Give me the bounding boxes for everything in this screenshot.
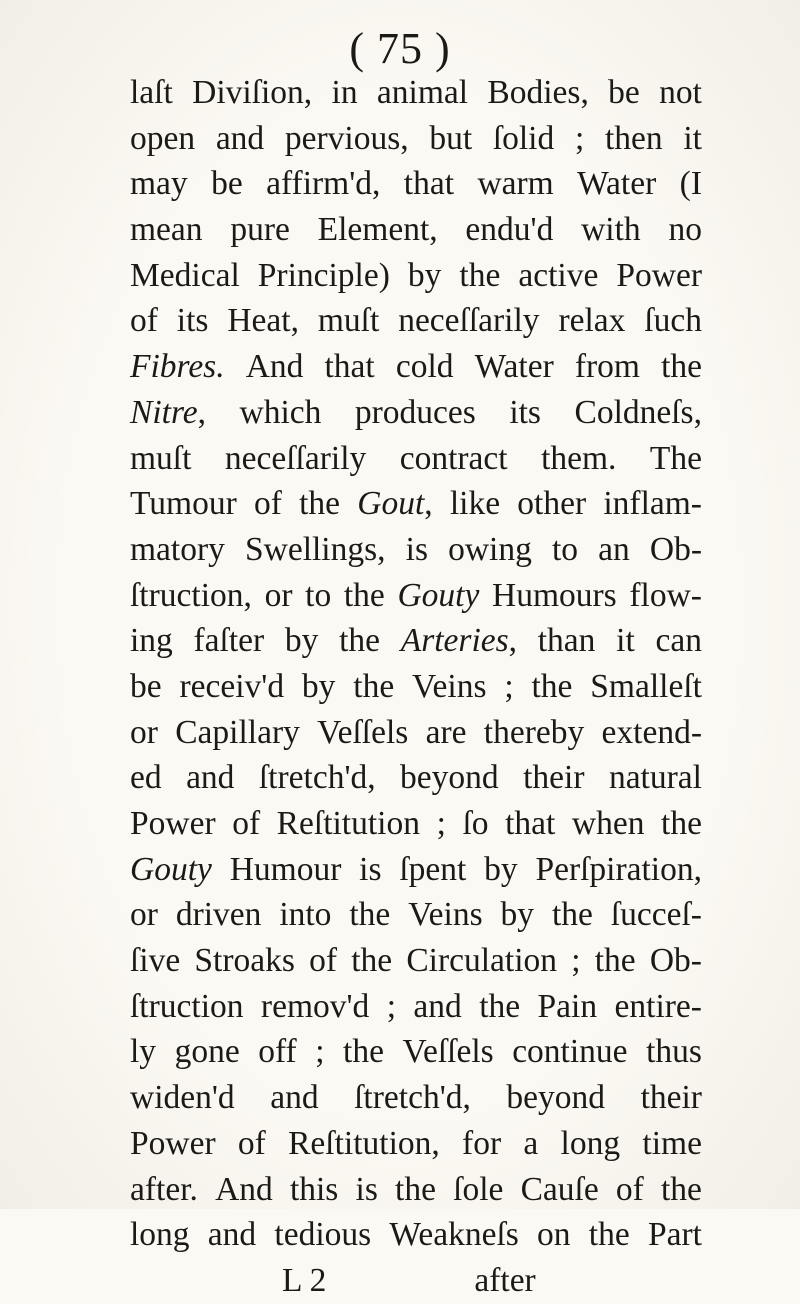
word: of	[232, 805, 261, 842]
word: not	[659, 74, 702, 111]
word: ed	[130, 759, 162, 797]
word: Gout,	[357, 485, 433, 523]
word: faſter	[193, 622, 265, 660]
word: ſive	[130, 942, 181, 980]
word: an	[598, 530, 630, 568]
text-line	[130, 573, 702, 619]
word: Swellings,	[245, 530, 386, 568]
word: ;	[436, 805, 446, 842]
word: tedious	[274, 1216, 372, 1254]
word: flow-	[629, 576, 702, 614]
word: Arteries,	[400, 622, 518, 660]
word: Coldneſs,	[574, 393, 702, 431]
word: muſt	[130, 439, 192, 477]
word: the	[660, 1170, 702, 1208]
word: Veins	[412, 667, 487, 705]
word: the	[299, 485, 341, 523]
word: by	[284, 622, 319, 660]
word: pervious,	[284, 119, 409, 157]
word: to	[305, 576, 332, 614]
word: Reſtitution,	[288, 1124, 440, 1162]
word: the	[551, 896, 593, 934]
word: muſt	[317, 302, 380, 340]
signature-mark: L 2	[282, 1261, 327, 1299]
word: be	[130, 667, 162, 705]
word: continue	[512, 1033, 628, 1071]
word: is	[355, 1170, 378, 1208]
catchword: after	[474, 1261, 536, 1299]
word: neceſſarily	[398, 302, 540, 340]
word: long	[560, 1124, 621, 1162]
word: no	[668, 211, 702, 249]
word: Nitre,	[130, 393, 206, 431]
text-line	[130, 436, 702, 482]
word: and	[215, 119, 265, 157]
text-line	[130, 1167, 702, 1213]
word: the	[479, 987, 521, 1025]
word: be	[211, 165, 243, 203]
word: that	[403, 165, 455, 203]
word: thereby	[483, 713, 585, 751]
text-line	[130, 1212, 702, 1258]
word: owing	[448, 530, 532, 568]
word: with	[581, 211, 641, 249]
word: matory	[130, 530, 225, 568]
word: that	[505, 805, 556, 842]
word: Veins	[408, 896, 483, 934]
word: ;	[574, 119, 585, 157]
word: ſtretch'd,	[258, 759, 376, 797]
text-line	[130, 892, 702, 938]
word: on	[537, 1216, 571, 1254]
word: Veſſels	[317, 713, 409, 751]
word: gone	[174, 1033, 240, 1071]
word: of	[130, 302, 158, 340]
word: its	[509, 393, 541, 431]
text-line	[130, 938, 702, 984]
word: it	[683, 119, 702, 157]
word: Veſſels	[402, 1033, 494, 1071]
word: or	[130, 713, 158, 751]
text-line	[130, 1121, 702, 1167]
word: Power	[130, 1124, 216, 1162]
text-line	[130, 527, 702, 573]
word: them.	[541, 439, 617, 477]
word: of	[615, 1170, 644, 1208]
word: be	[608, 74, 640, 111]
word: from	[574, 348, 640, 386]
word: this	[289, 1170, 339, 1208]
word: time	[642, 1124, 702, 1162]
word: Weakneſs	[389, 1216, 519, 1254]
word: by	[484, 850, 518, 888]
text-line	[130, 70, 702, 116]
word: the	[661, 805, 702, 842]
text-line	[130, 481, 702, 527]
word: their	[640, 1079, 702, 1117]
word: by	[407, 256, 442, 294]
word: ſpent	[399, 850, 467, 888]
text-line	[130, 1075, 702, 1121]
word: the	[459, 256, 501, 294]
word: when	[571, 805, 645, 842]
text-line	[130, 116, 702, 162]
word: the	[395, 1170, 436, 1208]
word: in	[331, 74, 358, 111]
word: and	[270, 1079, 319, 1117]
word: the	[343, 576, 385, 614]
body-text	[130, 70, 702, 1304]
text-line	[130, 755, 702, 801]
word: Ob-	[649, 942, 702, 980]
word: cold	[395, 348, 454, 386]
text-line	[130, 664, 702, 710]
word: Water	[577, 165, 657, 203]
word: or	[130, 896, 158, 934]
word: ;	[571, 942, 581, 980]
word: affirm'd,	[266, 165, 381, 203]
word: which	[239, 393, 322, 431]
word: Gouty	[130, 850, 212, 888]
word: the	[339, 622, 381, 660]
word: natural	[608, 759, 702, 797]
word: produces	[354, 393, 476, 431]
text-line	[130, 207, 702, 253]
word: Perſpiration,	[535, 850, 702, 888]
text-line	[130, 984, 702, 1030]
word: beyond	[400, 759, 499, 797]
word: Pain	[537, 987, 598, 1025]
word: their	[523, 759, 585, 797]
word: the	[353, 667, 395, 705]
word: open	[130, 119, 196, 157]
word: endu'd	[465, 211, 554, 249]
word: laſt	[130, 74, 173, 111]
word: pure	[230, 211, 290, 249]
word: is	[405, 530, 428, 568]
word: ſtretch'd,	[354, 1079, 471, 1117]
word: by	[500, 896, 535, 934]
word: of	[253, 485, 282, 523]
word: widen'd	[130, 1079, 235, 1117]
word: ſtruction	[130, 987, 244, 1025]
word: then	[604, 119, 663, 157]
word: are	[425, 713, 467, 751]
word: receiv'd	[179, 667, 285, 705]
word: ſole	[453, 1170, 504, 1208]
word: remov'd	[260, 987, 370, 1025]
word: it	[616, 622, 635, 660]
word: other	[517, 485, 587, 523]
word: Bodies,	[487, 74, 589, 111]
word: active	[518, 256, 599, 294]
word: extend-	[601, 713, 702, 751]
word: the	[661, 348, 702, 386]
word: ing	[130, 622, 173, 660]
text-line	[130, 618, 702, 664]
word: the	[594, 942, 636, 980]
word: Tumour	[130, 485, 237, 523]
word: Part	[647, 1216, 702, 1254]
word: ſuch	[644, 302, 702, 340]
word: ly	[130, 1033, 157, 1071]
word: of	[309, 942, 338, 980]
word: neceſſarily	[224, 439, 367, 477]
word: ;	[504, 667, 514, 705]
word: Fibres.	[130, 348, 225, 386]
word: thus	[646, 1033, 702, 1071]
word: ;	[315, 1033, 325, 1071]
word: Water	[474, 348, 554, 386]
text-line	[130, 253, 702, 299]
text-line	[130, 710, 702, 756]
word: ſtruction,	[130, 576, 252, 614]
word: Diviſion,	[192, 74, 313, 111]
word: inflam-	[603, 485, 702, 523]
word: Capillary	[175, 713, 300, 751]
word: by	[301, 667, 336, 705]
word: into	[279, 896, 332, 934]
text-line	[130, 801, 702, 847]
text-line	[130, 847, 702, 893]
word: like	[449, 485, 501, 523]
word: Principle)	[257, 256, 390, 294]
word: for	[462, 1124, 502, 1162]
word: Stroaks	[194, 942, 295, 980]
signature-line	[130, 1258, 702, 1304]
text-line	[130, 161, 702, 207]
word: long	[130, 1216, 190, 1254]
word: ſo	[462, 805, 489, 842]
word: the	[349, 896, 391, 934]
word: Smalleſt	[590, 667, 702, 705]
word: that	[324, 348, 375, 386]
word: entire-	[614, 987, 702, 1025]
page-number: ( 75 )	[349, 24, 451, 73]
word: but	[429, 119, 473, 157]
word: Humour	[229, 850, 342, 888]
word: than	[537, 622, 596, 660]
text-line	[130, 344, 702, 390]
word: after.	[130, 1170, 198, 1208]
text-line	[130, 1029, 702, 1075]
word: warm	[477, 165, 554, 203]
word: And	[245, 348, 304, 386]
word: ſucceſ-	[610, 896, 702, 934]
word: relax	[558, 302, 626, 340]
word: the	[351, 942, 393, 980]
word: mean	[130, 211, 203, 249]
word: Humours	[492, 576, 617, 614]
word: and	[186, 759, 235, 797]
word: Heat,	[227, 302, 299, 340]
word: is	[359, 850, 382, 888]
word: to	[551, 530, 579, 568]
word: can	[655, 622, 702, 660]
word: Circulation	[406, 942, 558, 980]
word: the	[531, 667, 573, 705]
word: driven	[175, 896, 262, 934]
word: the	[588, 1216, 630, 1254]
word: animal	[376, 74, 469, 111]
text-line	[130, 298, 702, 344]
word: ſolid	[492, 119, 555, 157]
word: or	[264, 576, 293, 614]
word: ;	[386, 987, 397, 1025]
word: the	[343, 1033, 384, 1071]
word: its	[176, 302, 209, 340]
word: and	[207, 1216, 257, 1254]
word: Power	[616, 256, 702, 294]
word: may	[130, 165, 188, 203]
word: of	[237, 1124, 266, 1162]
word: beyond	[506, 1079, 606, 1117]
word: Element,	[317, 211, 438, 249]
word: Ob-	[649, 530, 702, 568]
word: Reſtitution	[276, 805, 420, 842]
word: (I	[679, 165, 702, 203]
word: And	[215, 1170, 273, 1208]
word: off	[258, 1033, 297, 1071]
text-line	[130, 390, 702, 436]
word: contract	[399, 439, 508, 477]
word: Gouty	[397, 576, 480, 614]
word: The	[649, 439, 702, 477]
word: Cauſe	[520, 1170, 599, 1208]
word: Medical	[130, 256, 240, 294]
word: Power	[130, 805, 216, 842]
word: and	[413, 987, 462, 1025]
word: a	[523, 1124, 539, 1162]
